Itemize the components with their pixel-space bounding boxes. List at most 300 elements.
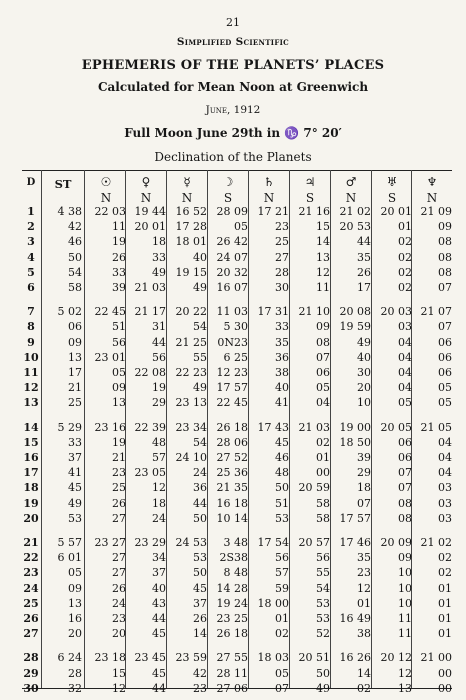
declination-cell: 35 [357, 250, 371, 264]
sidereal-time-cell: 05 [68, 566, 82, 580]
table-row [22, 681, 452, 696]
declination-cell: 38 [275, 366, 289, 379]
sidereal-time-cell: 46 [68, 235, 82, 249]
declination-cell: 20 59 [298, 481, 330, 495]
declination-cell: 26 [112, 581, 126, 595]
declination-cell: 36 [193, 481, 207, 495]
sidereal-time-cell: 5 02 [57, 305, 82, 319]
declination-cell: 11 [112, 220, 126, 234]
sidereal-time-cell: 6 01 [57, 551, 82, 565]
declination-cell: 55 [316, 566, 330, 580]
declination-cell: 05 [438, 381, 452, 395]
table-row [22, 596, 452, 611]
declination-cell: 16 18 [216, 496, 248, 510]
declination-cell: 16 07 [216, 281, 248, 294]
declination-cell: 44 [152, 612, 166, 625]
declination-cell: 23 [275, 220, 289, 234]
declination-cell: 33 [275, 320, 289, 334]
declination-cell: 44 [357, 235, 371, 249]
declination-cell: 21 00 [420, 651, 452, 665]
declination-cell: 21 09 [420, 205, 452, 218]
table-row [22, 395, 452, 410]
declination-cell: 49 [357, 335, 371, 349]
planet-symbol: ♆ [426, 175, 438, 189]
declination-cell: 14 28 [216, 581, 248, 595]
declination-cell: 49 [193, 281, 207, 294]
declination-cell: 10 [398, 581, 412, 595]
declination-cell: 18 00 [257, 596, 289, 610]
declination-cell: 02 [438, 551, 452, 565]
declination-cell: 33 [152, 250, 166, 264]
declination-cell: 37 [152, 566, 166, 580]
declination-cell: 20 03 [380, 305, 412, 319]
sidereal-time-cell: 16 [68, 612, 82, 625]
publication-title: Simplified Scientific [176, 36, 290, 48]
declination-cell: 23 01 [94, 350, 126, 364]
declination-cell: 19 00 [339, 420, 371, 434]
day-cell: 11 [23, 366, 39, 379]
declination-cell: 14 [316, 235, 330, 249]
declination-cell: 06 [316, 366, 330, 379]
sidereal-time-cell: 25 [68, 396, 82, 410]
declination-cell: 41 [275, 396, 289, 410]
declination-cell: 11 [398, 612, 412, 625]
declination-cell: 50 [316, 666, 330, 680]
day-cell: 15 [23, 435, 39, 449]
day-cell: 12 [23, 381, 39, 395]
day-cell: 7 [27, 305, 35, 319]
declination-cell: 24 53 [175, 536, 207, 549]
declination-cell: 40 [275, 381, 289, 395]
declination-cell: 03 [438, 511, 452, 525]
declination-cell: 25 36 [216, 466, 248, 480]
declination-cell: 24 [193, 466, 207, 480]
declination-cell: 01 [438, 612, 452, 625]
declination-cell: 45 [275, 435, 289, 449]
declination-cell: 08 [438, 250, 452, 264]
declination-cell: 57 [152, 451, 166, 464]
declination-cell: 21 02 [420, 536, 452, 549]
table-row [22, 319, 452, 334]
declination-cell: 08 [398, 496, 412, 510]
declination-cell: 05 [275, 666, 289, 680]
declination-cell: 24 07 [216, 250, 248, 264]
declination-cell: 21 03 [298, 420, 330, 434]
planet-column-header [86, 174, 126, 206]
planet-symbol: ☉ [100, 175, 112, 189]
declination-cell: 44 [152, 681, 166, 695]
sidereal-time-cell: 5 29 [57, 420, 82, 434]
declination-cell: 07 [398, 481, 412, 495]
page-number: 21 [226, 16, 240, 29]
declination-cell: 27 [275, 250, 289, 264]
declination-cell: 25 [275, 235, 289, 249]
declination-cell: 39 [357, 451, 371, 464]
declination-cell: 17 57 [216, 381, 248, 395]
declination-cell: 09 [316, 320, 330, 334]
declination-cell: 21 16 [298, 205, 330, 218]
declination-cell: 56 [316, 551, 330, 565]
declination-cell: 12 23 [216, 366, 248, 379]
declination-cell: 12 [316, 265, 330, 279]
declination-cell: 11 [398, 627, 412, 641]
day-cell: 27 [23, 627, 39, 641]
declination-cell: 15 [316, 220, 330, 234]
declination-cell: 02 [398, 265, 412, 279]
declination-cell: 15 [112, 666, 126, 680]
declination-cell: 28 06 [216, 435, 248, 449]
declination-cell: 23 27 [94, 536, 126, 549]
declination-cell: 16 26 [339, 651, 371, 665]
declination-cell: 23 16 [94, 420, 126, 434]
declination-cell: 40 [357, 350, 371, 364]
declination-cell: 06 [438, 350, 452, 364]
declination-table [22, 170, 452, 695]
declination-cell: 20 [112, 627, 126, 641]
day-cell: 19 [23, 496, 39, 510]
declination-cell: 08 [316, 335, 330, 349]
planet-column-header [208, 174, 248, 206]
declination-cell: 46 [275, 451, 289, 464]
declination-direction: N [181, 191, 193, 205]
day-cell: 22 [23, 551, 39, 565]
declination-cell: 09 [398, 551, 412, 565]
declination-cell: 02 [398, 281, 412, 294]
declination-cell: 21 25 [175, 335, 207, 349]
declination-cell: 26 [193, 612, 207, 625]
declination-cell: 20 09 [380, 536, 412, 549]
declination-cell: 59 [275, 581, 289, 595]
declination-cell: 38 [357, 627, 371, 641]
declination-cell: 07 [398, 466, 412, 480]
declination-cell: 06 [398, 435, 412, 449]
table-row [22, 234, 452, 249]
declination-cell: 45 [152, 627, 166, 641]
declination-cell: 24 [152, 511, 166, 525]
day-cell: 20 [23, 511, 39, 525]
declination-cell: 51 [275, 496, 289, 510]
planet-column-header [412, 174, 452, 206]
planet-symbol: ♃ [304, 175, 316, 189]
declination-cell: 22 45 [216, 396, 248, 410]
day-cell: 2 [27, 220, 35, 234]
declination-cell: 11 03 [216, 305, 248, 319]
planet-column-header [290, 174, 330, 206]
declination-cell: 19 24 [216, 596, 248, 610]
day-cell: 13 [23, 396, 39, 410]
declination-cell: 04 [316, 396, 330, 410]
planet-column-header [372, 174, 412, 206]
sidereal-time-cell: 21 [68, 381, 82, 395]
calculation-note: Calculated for Mean Noon at Greenwich [97, 80, 369, 94]
table-row [22, 480, 452, 495]
declination-cell: 40 [152, 581, 166, 595]
day-cell: 5 [27, 265, 35, 279]
table-row [22, 550, 452, 565]
declination-cell: 56 [275, 551, 289, 565]
day-cell: 23 [23, 566, 39, 580]
declination-cell: 35 [357, 551, 371, 565]
table-row [22, 435, 452, 450]
declination-cell: 55 [193, 350, 207, 364]
declination-direction: N [140, 191, 152, 205]
planet-symbol: ♂ [345, 175, 357, 189]
day-cell: 18 [23, 481, 39, 495]
declination-cell: 26 [112, 250, 126, 264]
day-cell: 8 [27, 320, 35, 334]
declination-cell: 22 45 [94, 305, 126, 319]
sidereal-time-cell: 17 [68, 366, 82, 379]
declination-cell: 22 23 [175, 366, 207, 379]
declination-cell: 04 [398, 366, 412, 379]
day-cell: 26 [23, 612, 39, 625]
declination-cell: 12 [112, 681, 126, 695]
day-cell: 17 [23, 466, 39, 480]
declination-cell: 22 39 [134, 420, 166, 434]
declination-cell: 34 [152, 551, 166, 565]
declination-cell: 23 29 [134, 536, 166, 549]
declination-cell: 52 [316, 627, 330, 641]
declination-cell: 02 [398, 235, 412, 249]
planet-symbol: ♀ [141, 175, 151, 189]
sidereal-time-cell: 09 [68, 581, 82, 595]
declination-cell: 01 [438, 581, 452, 595]
declination-cell: 50 [193, 511, 207, 525]
declination-cell: 03 [438, 496, 452, 510]
declination-direction: N [426, 191, 438, 205]
declination-cell: 12 [398, 666, 412, 680]
sidereal-time-cell: 4 38 [57, 205, 82, 218]
planet-column-header [249, 174, 289, 206]
sidereal-time-cell: 49 [68, 496, 82, 510]
declination-cell: 37 [193, 596, 207, 610]
sidereal-time-cell: 13 [68, 596, 82, 610]
declination-cell: 04 [398, 335, 412, 349]
sidereal-time-cell: 42 [68, 220, 82, 234]
sidereal-time-cell: 50 [68, 250, 82, 264]
planet-symbol: ♄ [263, 175, 275, 189]
table-top-rule [22, 170, 452, 171]
table-row [22, 611, 452, 626]
declination-cell: 6 25 [223, 350, 248, 364]
declination-cell: 23 18 [94, 651, 126, 665]
day-cell: 9 [27, 335, 35, 349]
declination-cell: 45 [152, 666, 166, 680]
declination-cell: 10 [398, 566, 412, 580]
declination-cell: 04 [398, 381, 412, 395]
sidereal-time-cell: 37 [68, 451, 82, 464]
declination-cell: 21 02 [339, 205, 371, 218]
day-cell: 14 [23, 420, 39, 434]
declination-cell: 21 35 [216, 481, 248, 495]
declination-cell: 07 [438, 320, 452, 334]
declination-cell: 09 [112, 381, 126, 395]
declination-cell: 07 [316, 350, 330, 364]
declination-cell: 56 [112, 335, 126, 349]
declination-cell: 26 [112, 496, 126, 510]
declination-direction: S [223, 191, 233, 205]
declination-cell: 23 [357, 566, 371, 580]
declination-cell: 24 [112, 596, 126, 610]
declination-cell: 33 [112, 265, 126, 279]
table-row [22, 581, 452, 596]
table-caption: Declination of the Planets [154, 150, 312, 164]
declination-cell: 21 03 [134, 281, 166, 294]
declination-cell: 19 [112, 235, 126, 249]
day-cell: 21 [23, 536, 39, 549]
declination-cell: 02 [357, 681, 371, 695]
sidereal-time-cell: 5 57 [57, 536, 82, 549]
declination-cell: 45 [193, 581, 207, 595]
declination-cell: 19 59 [339, 320, 371, 334]
declination-cell: 28 11 [216, 666, 248, 680]
declination-cell: 01 [438, 627, 452, 641]
ephemeris-title: EPHEMERIS OF THE PLANETS’ PLACES [81, 58, 385, 73]
declination-cell: 05 [398, 396, 412, 410]
declination-cell: 07 [357, 496, 371, 510]
declination-cell: 49 [316, 681, 330, 695]
declination-cell: 23 34 [175, 420, 207, 434]
declination-cell: 19 [112, 435, 126, 449]
declination-cell: 49 [152, 265, 166, 279]
sidereal-time-cell: 32 [68, 681, 82, 695]
declination-cell: 26 18 [216, 420, 248, 434]
declination-cell: 18 [152, 496, 166, 510]
declination-direction: S [387, 191, 397, 205]
declination-cell: 08 [438, 235, 452, 249]
declination-cell: 18 03 [257, 651, 289, 665]
declination-cell: 01 [398, 220, 412, 234]
declination-cell: 04 [438, 466, 452, 480]
sidereal-time-column-header: ST [54, 177, 72, 191]
table-row [22, 420, 452, 435]
declination-cell: 04 [438, 435, 452, 449]
day-cell: 25 [23, 596, 39, 610]
declination-cell: 01 [275, 612, 289, 625]
declination-cell: 20 05 [380, 420, 412, 434]
sidereal-time-cell: 09 [68, 335, 82, 349]
declination-cell: 20 01 [380, 205, 412, 218]
declination-cell: 53 [316, 612, 330, 625]
day-cell: 1 [27, 205, 35, 218]
table-row [22, 511, 452, 526]
declination-cell: 5 30 [223, 320, 248, 334]
declination-cell: 16 52 [175, 205, 207, 218]
sidereal-time-cell: 6 24 [57, 651, 82, 665]
month-year: June, 1912 [205, 104, 261, 116]
declination-cell: 23 59 [175, 651, 207, 665]
table-row [22, 650, 452, 665]
declination-cell: 02 [398, 250, 412, 264]
declination-cell: 30 [275, 281, 289, 294]
declination-cell: 27 55 [216, 651, 248, 665]
declination-cell: 05 [316, 381, 330, 395]
declination-cell: 17 57 [339, 511, 371, 525]
declination-cell: 16 49 [339, 612, 371, 625]
declination-cell: 51 [112, 320, 126, 334]
table-row [22, 250, 452, 265]
table-row [22, 496, 452, 511]
declination-cell: 13 [112, 396, 126, 410]
declination-cell: 17 28 [175, 220, 207, 234]
day-cell: 4 [27, 250, 35, 264]
declination-direction: S [305, 191, 315, 205]
declination-cell: 23 [112, 612, 126, 625]
declination-cell: 18 50 [339, 435, 371, 449]
declination-cell: 21 07 [420, 305, 452, 319]
declination-cell: 17 54 [257, 536, 289, 549]
table-row [22, 280, 452, 295]
table-row [22, 335, 452, 350]
declination-cell: 54 [193, 320, 207, 334]
declination-cell: 42 [193, 666, 207, 680]
declination-cell: 50 [275, 481, 289, 495]
declination-cell: 20 32 [216, 265, 248, 279]
declination-cell: 48 [152, 435, 166, 449]
declination-cell: 43 [152, 596, 166, 610]
declination-cell: 20 53 [339, 220, 371, 234]
declination-cell: 53 [275, 511, 289, 525]
declination-cell: 04 [398, 350, 412, 364]
declination-cell: 54 [316, 581, 330, 595]
declination-cell: 23 25 [216, 612, 248, 625]
table-row [22, 465, 452, 480]
declination-cell: 27 52 [216, 451, 248, 464]
declination-cell: 17 [357, 281, 371, 294]
sidereal-time-cell: 28 [68, 666, 82, 680]
declination-cell: 25 [112, 481, 126, 495]
declination-cell: 36 [275, 350, 289, 364]
declination-cell: 06 [438, 335, 452, 349]
table-row [22, 450, 452, 465]
declination-cell: 17 21 [257, 205, 289, 218]
declination-cell: 08 [398, 511, 412, 525]
sidereal-time-cell: 13 [68, 350, 82, 364]
declination-cell: 44 [193, 496, 207, 510]
declination-cell: 28 09 [216, 205, 248, 218]
day-cell: 6 [27, 281, 35, 294]
day-cell: 30 [23, 681, 39, 695]
declination-direction: N [263, 191, 275, 205]
declination-cell: 09 [438, 220, 452, 234]
declination-cell: 27 [112, 566, 126, 580]
declination-cell: 18 01 [175, 235, 207, 249]
declination-cell: 20 57 [298, 536, 330, 549]
declination-cell: 28 [275, 265, 289, 279]
declination-cell: 26 [357, 265, 371, 279]
table-row [22, 666, 452, 681]
declination-cell: 03 [398, 320, 412, 334]
declination-cell: 03 [438, 481, 452, 495]
declination-cell: 17 31 [257, 305, 289, 319]
declination-cell: 02 [438, 566, 452, 580]
declination-cell: 00 [438, 681, 452, 695]
table-row [22, 350, 452, 365]
declination-cell: 20 08 [339, 305, 371, 319]
declination-cell: 53 [193, 551, 207, 565]
sidereal-time-cell: 33 [68, 435, 82, 449]
declination-cell: 40 [193, 250, 207, 264]
declination-cell: 08 [438, 265, 452, 279]
declination-cell: 27 [112, 551, 126, 565]
declination-cell: 20 22 [175, 305, 207, 319]
declination-cell: 06 [438, 366, 452, 379]
declination-cell: 13 [316, 250, 330, 264]
declination-cell: 23 45 [134, 651, 166, 665]
planet-column-header [331, 174, 371, 206]
planet-symbol: ♅ [386, 175, 398, 189]
declination-cell: 23 13 [175, 396, 207, 410]
